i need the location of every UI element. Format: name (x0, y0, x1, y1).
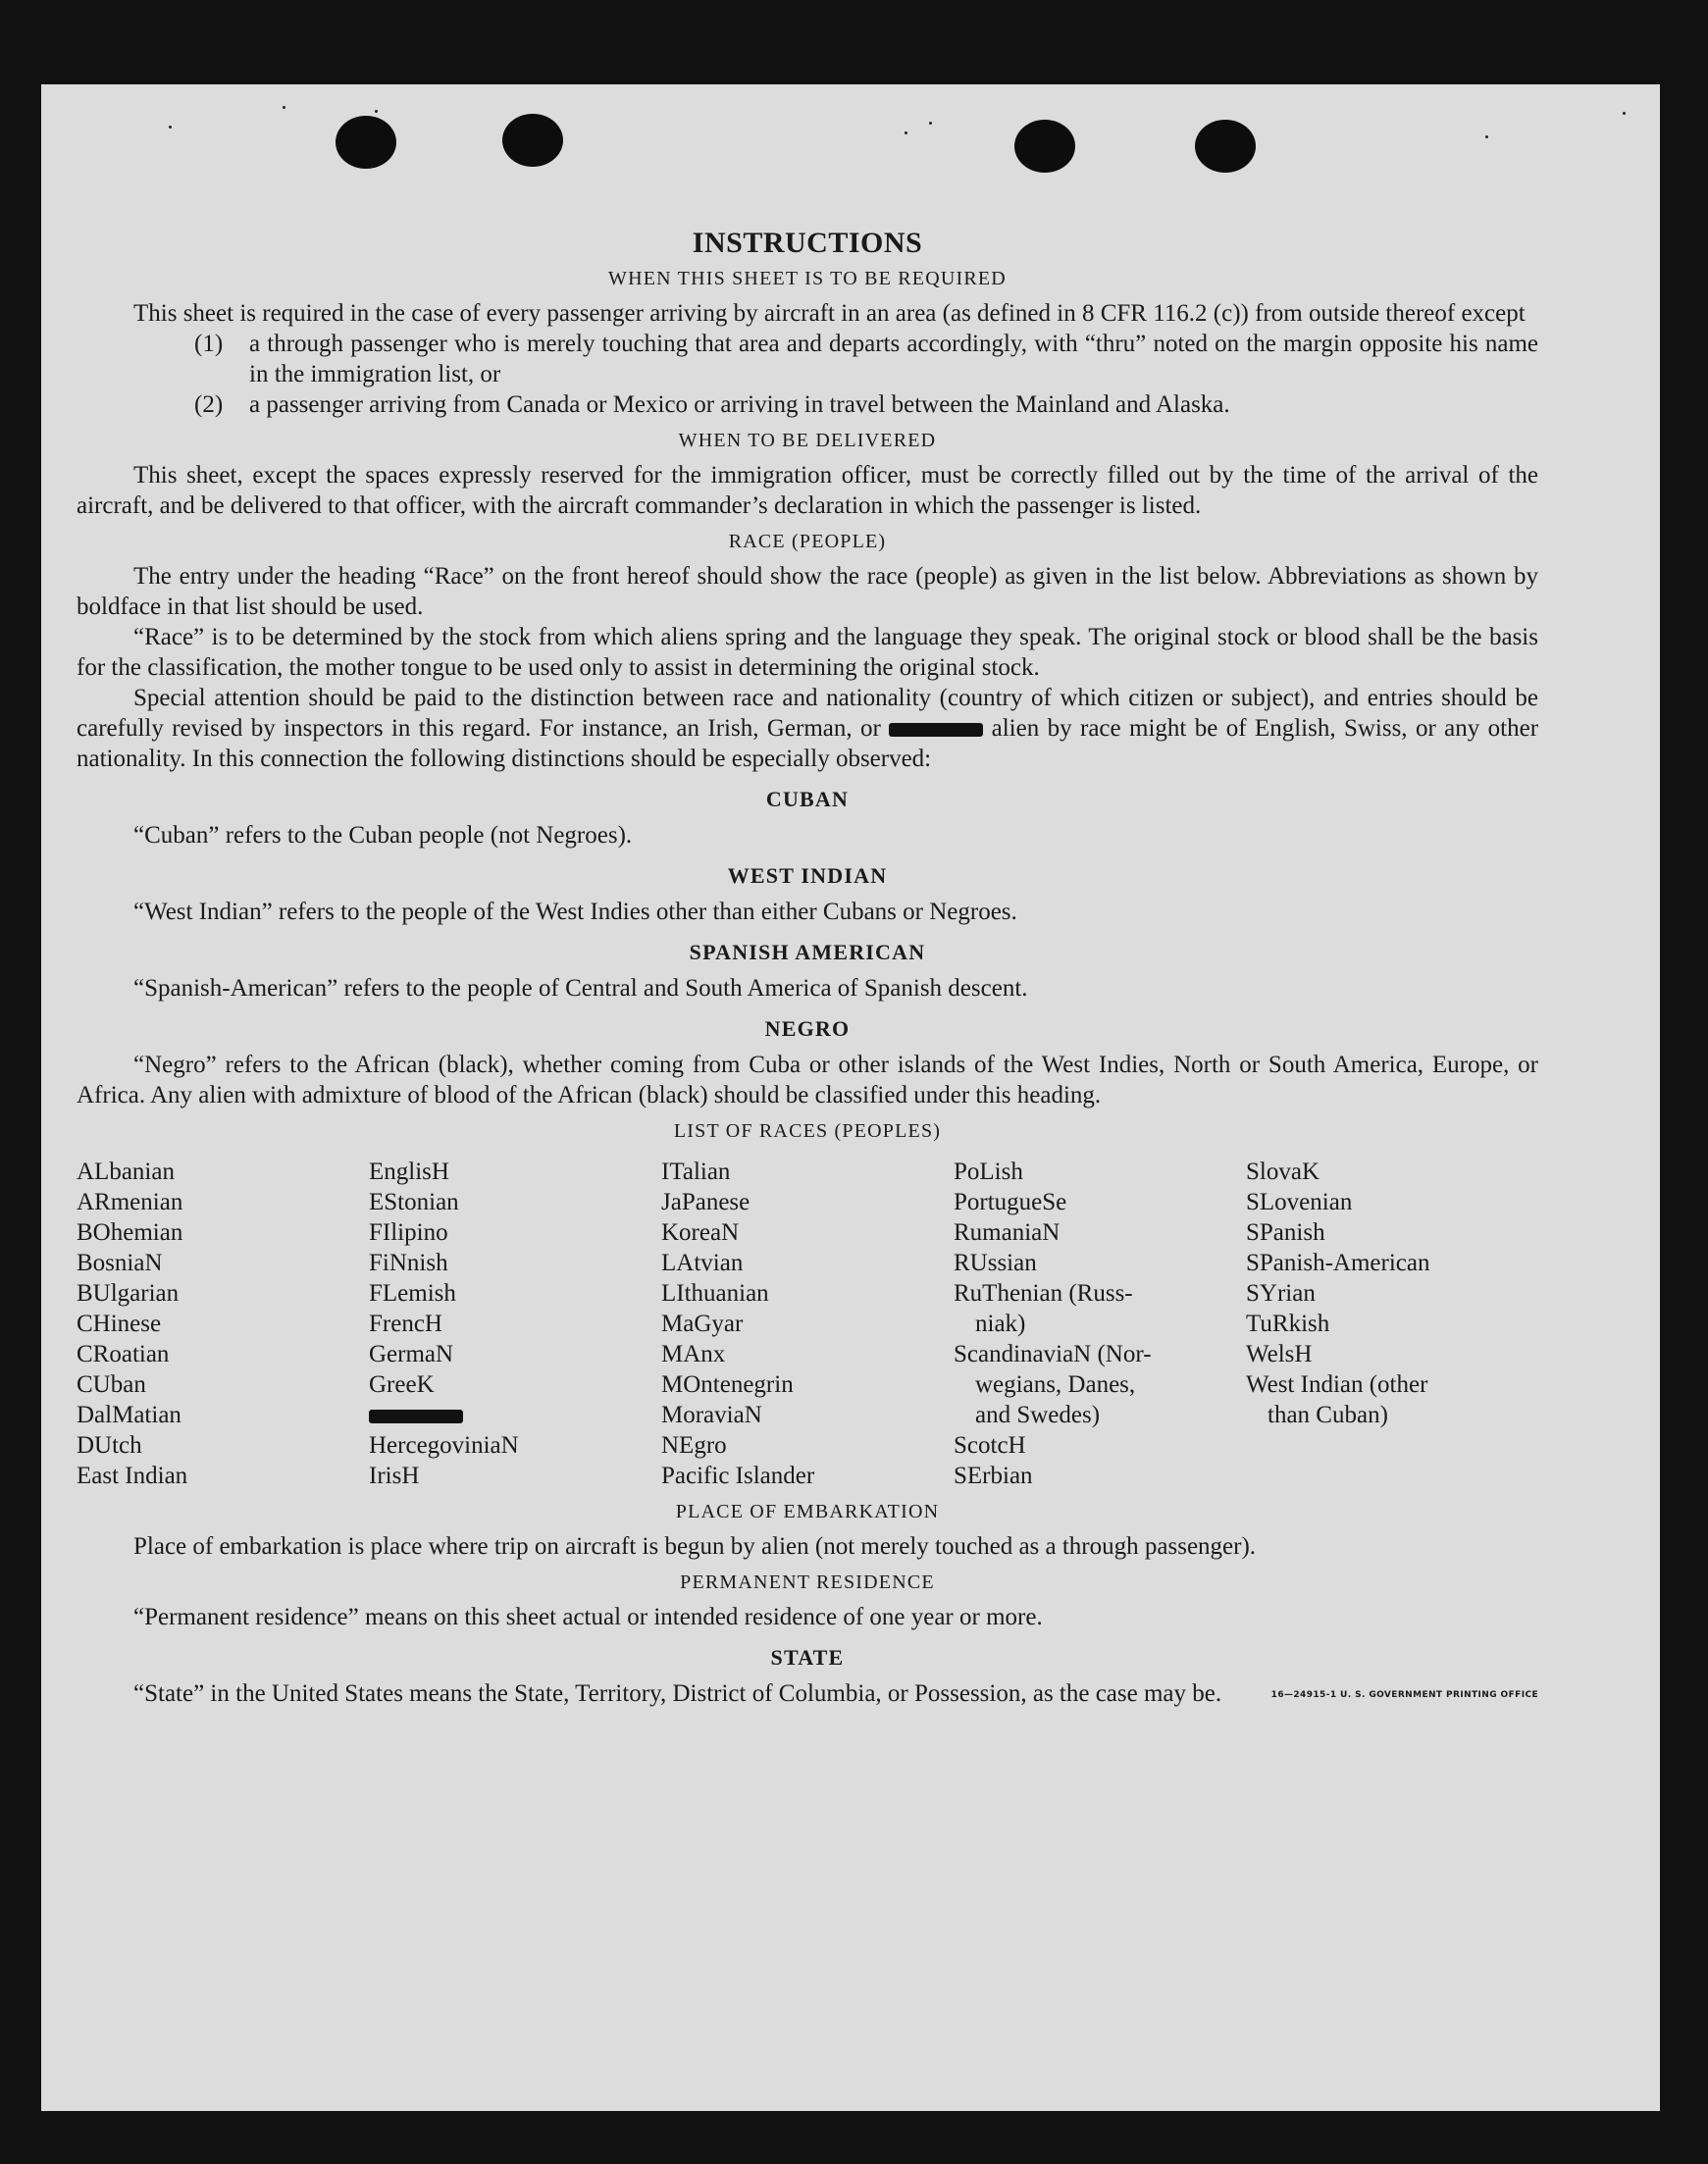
race-item: SErbian (954, 1463, 1033, 1489)
punch-hole (502, 114, 563, 167)
race-item: NEgro (661, 1432, 727, 1459)
race-item: GreeK (369, 1371, 435, 1398)
race-item: PoLish (954, 1159, 1023, 1185)
race-item: SPanish (1246, 1219, 1325, 1246)
race-item: wegians, Danes, (975, 1371, 1136, 1398)
printing-office-footer: 16—24915-1 U. S. GOVERNMENT PRINTING OFFICE (1270, 1690, 1538, 1700)
paragraph-embarkation: Place of embarkation is place where trip on aircraft is begun by alien (not merely touched as a through passenger). (133, 1533, 1257, 1560)
paragraph-west-indian: “West Indian” refers to the people of the West Indies other than either Cubans or Negroes. (133, 899, 1017, 925)
race-item: and Swedes) (975, 1402, 1101, 1428)
race-item: IrisH (369, 1463, 420, 1489)
race-item: WelsH (1246, 1341, 1313, 1367)
race-column (369, 1157, 661, 1491)
paragraph-race-3-part-b: alien by race might be of English, Swiss, or any other nationality. In this connection the following distinctions should be especially observed: (77, 715, 1539, 772)
punch-hole (1014, 120, 1075, 173)
paragraph-spanish-american: “Spanish-American” refers to the people of Central and South America of Spanish descent. (133, 975, 1028, 1002)
race-item: LAtvian (661, 1250, 744, 1276)
heading-race: RACE (PEOPLE) (728, 531, 887, 552)
exception-text: a through passenger who is merely touching that area and departs accordingly, with “thru” noted on the margin opposite his name in the immigration list, or (249, 331, 1538, 387)
exception-number: (2) (194, 391, 224, 418)
race-item: TuRkish (1246, 1311, 1330, 1337)
race-item: DalMatian (77, 1402, 181, 1428)
race-list (77, 1157, 1538, 1491)
race-item: HercegoviniaN (369, 1432, 519, 1459)
page-title: INSTRUCTIONS (692, 227, 923, 259)
race-item: MoraviaN (661, 1402, 762, 1428)
paragraph-race-2: “Race” is to be determined by the stock from which aliens spring and the language they speak. The original stock or blood shall be the basis for the classification, the mother tongue to be used only to assist in determining the original stock. (77, 624, 1538, 681)
race-item: than Cuban) (1268, 1402, 1388, 1428)
race-item: ALbanian (77, 1159, 175, 1185)
instructions-content (77, 222, 1538, 1709)
paragraph-race-3 (77, 683, 1538, 774)
document-sheet (41, 84, 1660, 2111)
race-item: ScandinaviaN (Nor- (954, 1341, 1152, 1367)
race-item: East Indian (77, 1463, 188, 1489)
heading-cuban: CUBAN (765, 787, 850, 811)
race-item: BUlgarian (77, 1280, 180, 1307)
redaction-mark (889, 723, 983, 737)
race-item: BosniaN (77, 1250, 163, 1276)
paragraph-race-3-part-a: Special attention should be paid to the distinction between race and nationality (country of which citizen or subject), and entries should be carefully revised by inspectors in this regard. For instance, an Irish, German, or (77, 685, 1538, 742)
race-column (77, 1157, 369, 1491)
race-item: niak) (975, 1311, 1026, 1337)
heading-embarkation: PLACE OF EMBARKATION (675, 1501, 940, 1522)
exception-text: a passenger arriving from Canada or Mexico or arriving in travel between the Mainland and Alaska. (249, 391, 1230, 418)
race-item: RumaniaN (954, 1219, 1061, 1246)
race-item: ARmenian (77, 1189, 183, 1215)
exception-item (194, 329, 1538, 389)
race-item: PortugueSe (954, 1189, 1067, 1215)
race-item: MaGyar (661, 1311, 744, 1337)
race-item: SYrian (1246, 1280, 1316, 1307)
redaction-mark (369, 1410, 463, 1423)
race-item: West Indian (other (1246, 1371, 1428, 1398)
race-item: FIlipino (369, 1219, 448, 1246)
race-item: SPanish-American (1246, 1250, 1430, 1276)
punch-hole (336, 116, 396, 169)
heading-west-indian: WEST INDIAN (727, 863, 888, 888)
exception-item (194, 389, 1538, 420)
paragraph-when-required: This sheet is required in the case of every passenger arriving by aircraft in an area (as defined in 8 CFR 116.2 (c)) from outside thereof except (133, 300, 1526, 327)
race-item: CUban (77, 1371, 146, 1398)
race-item: LIthuanian (661, 1280, 769, 1307)
state-block (77, 1678, 1538, 1709)
heading-spanish-american: SPANISH AMERICAN (689, 940, 926, 964)
race-item: MOntenegrin (661, 1371, 794, 1398)
race-item: CHinese (77, 1311, 162, 1337)
race-item: FrencH (369, 1311, 442, 1337)
heading-list-of-races: LIST OF RACES (PEOPLES) (673, 1120, 942, 1142)
heading-when-required: WHEN THIS SHEET IS TO BE REQUIRED (608, 268, 1007, 289)
heading-negro: NEGRO (764, 1016, 851, 1041)
race-item: ScotcH (954, 1432, 1026, 1459)
race-item: GermaN (369, 1341, 454, 1367)
race-item: RUssian (954, 1250, 1037, 1276)
race-item: MAnx (661, 1341, 726, 1367)
exception-number: (1) (194, 331, 224, 357)
race-item: EStonian (369, 1189, 459, 1215)
race-item: JaPanese (661, 1189, 750, 1215)
race-column (1246, 1157, 1538, 1491)
race-item: ITalian (661, 1159, 731, 1185)
race-item: FLemish (369, 1280, 456, 1307)
race-item: CRoatian (77, 1341, 170, 1367)
heading-when-delivered: WHEN TO BE DELIVERED (678, 430, 937, 451)
paragraph-permanent-residence: “Permanent residence” means on this sheet actual or intended residence of one year or more. (133, 1604, 1043, 1630)
race-item: FiNnish (369, 1250, 448, 1276)
race-column (661, 1157, 954, 1491)
race-item: SlovaK (1246, 1159, 1320, 1185)
punch-hole (1195, 120, 1256, 173)
paragraph-cuban: “Cuban” refers to the Cuban people (not Negroes). (133, 822, 633, 849)
race-item: SLovenian (1246, 1189, 1353, 1215)
race-item: RuThenian (Russ- (954, 1280, 1133, 1307)
race-item-redacted (369, 1400, 661, 1430)
heading-permanent-residence: PERMANENT RESIDENCE (680, 1571, 935, 1593)
race-item: KoreaN (661, 1219, 740, 1246)
race-item: EnglisH (369, 1159, 449, 1185)
heading-state: STATE (770, 1645, 845, 1670)
paragraph-race-1: The entry under the heading “Race” on the front hereof should show the race (people) as given in the list below. Abbreviations as shown by boldface in that list should be used. (77, 563, 1538, 620)
race-item: DUtch (77, 1432, 142, 1459)
paragraph-state: “State” in the United States means the State, Territory, District of Columbia, or Possession, as the case may be. (133, 1680, 1222, 1707)
race-column (954, 1157, 1246, 1491)
paragraph-negro: “Negro” refers to the African (black), whether coming from Cuba or other islands of the West Indies, North or South America, Europe, or Africa. Any alien with admixture of blood of the African (black) should be classified under this heading. (77, 1052, 1538, 1108)
race-item: Pacific Islander (661, 1463, 815, 1489)
paragraph-when-delivered: This sheet, except the spaces expressly reserved for the immigration officer, must be correctly filled out by the time of the arrival of the aircraft, and be delivered to that officer, with the aircraft commander’s declaration in which the passenger is listed. (77, 462, 1538, 519)
race-item: BOhemian (77, 1219, 183, 1246)
